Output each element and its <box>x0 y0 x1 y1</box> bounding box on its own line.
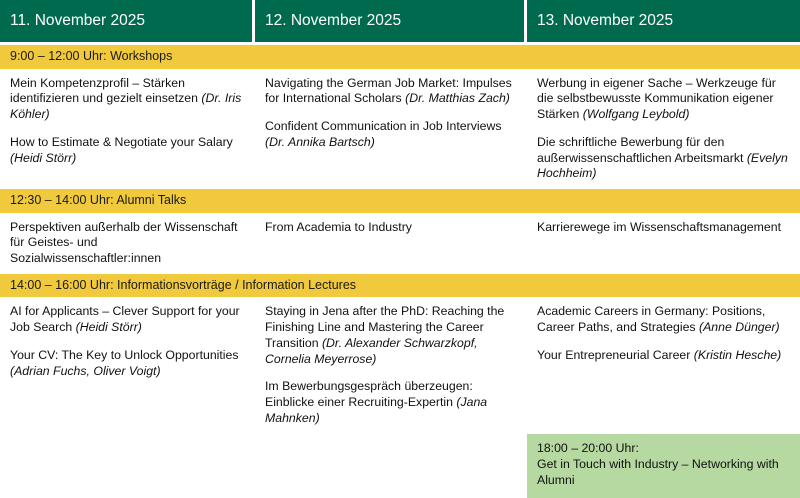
session-item <box>537 135 790 182</box>
session-item <box>537 76 790 123</box>
session-title: Karrierewege im Wissenschaftsmanagement <box>537 219 781 234</box>
session-title: Perspektiven außerhalb der Wissenschaft für Geistes- und Sozialwissenschaftler:innen <box>10 219 238 266</box>
session-speaker: (Dr. Iris Köhler) <box>10 91 242 122</box>
section-row-information-lectures <box>0 297 800 433</box>
session-item <box>10 220 242 267</box>
session-item <box>10 304 242 335</box>
session-item <box>10 348 242 379</box>
section-row-alumni-talks <box>0 213 800 274</box>
networking-time: 18:00 – 20:00 Uhr: <box>537 440 639 455</box>
session-speaker: (Anne Dünger) <box>699 320 780 335</box>
cell-lectures-day3 <box>527 297 800 433</box>
session-title: Werbung in eigener Sache – Werkzeuge für die selbstbewusste Kommunikation eigener Stärken <box>537 75 776 122</box>
session-title: AI for Applicants – Clever Support for your Job Search <box>10 304 240 335</box>
day-header-1-label: 11. November 2025 <box>10 12 145 29</box>
session-title: Mein Kompetenzprofil – Stärken identifizieren und gezielt einsetzen <box>10 75 202 106</box>
session-title: Navigating the German Job Market: Impulses for International Scholars <box>265 75 512 106</box>
session-item <box>537 220 790 236</box>
section-band-workshops <box>0 45 800 69</box>
session-item <box>537 304 790 335</box>
networking-event <box>527 434 800 498</box>
session-title: Staying in Jena after the PhD: Reaching the Finishing Line and Mastering the Career Transition <box>265 304 505 350</box>
session-item <box>10 135 242 166</box>
networking-cell <box>527 434 800 498</box>
cell-lectures-day2 <box>255 297 527 433</box>
day-header-2-label: 12. November 2025 <box>265 12 402 29</box>
networking-row <box>0 434 800 498</box>
day-header-2 <box>255 0 527 42</box>
session-speaker: (Dr. Annika Bartsch) <box>265 134 375 149</box>
cell-workshops-day1 <box>0 69 255 189</box>
session-item <box>265 379 514 426</box>
session-speaker: (Wolfgang Leybold) <box>582 107 690 122</box>
session-item <box>265 220 514 236</box>
cell-workshops-day2 <box>255 69 527 189</box>
day-header-1 <box>0 0 255 42</box>
session-title: Academic Careers in Germany: Positions, Career Paths, and Strategies <box>537 304 766 335</box>
session-title: How to Estimate & Negotiate your Salary <box>10 134 233 149</box>
session-title: Im Bewerbungsgespräch überzeugen: Einblicke einer Recruiting-Expertin <box>265 379 473 410</box>
session-speaker: (Dr. Alexander Schwarzkopf, Cornelia Meyerrose) <box>265 335 478 366</box>
session-title: From Academia to Industry <box>265 219 412 234</box>
session-item <box>10 76 242 123</box>
session-speaker: (Dr. Matthias Zach) <box>405 91 510 106</box>
session-speaker: (Jana Mahnken) <box>265 395 488 425</box>
section-band-information-lectures-label: 14:00 – 16:00 Uhr: Informationsvorträge / Information Lectures <box>10 277 357 292</box>
section-band-alumni-talks-label: 12:30 – 14:00 Uhr: Alumni Talks <box>10 193 187 208</box>
section-row-workshops <box>0 69 800 189</box>
section-band-information-lectures <box>0 274 800 298</box>
spacer-day1 <box>0 434 255 498</box>
cell-lectures-day1 <box>0 297 255 433</box>
session-speaker: (Kristin Hesche) <box>693 347 782 362</box>
session-item <box>537 348 790 364</box>
session-speaker: (Adrian Fuchs, Oliver Voigt) <box>10 363 161 378</box>
day-header-row <box>0 0 800 42</box>
session-title: Die schriftliche Bewerbung für den außerwissenschaftlichen Arbeitsmarkt <box>537 134 747 165</box>
cell-workshops-day3 <box>527 69 800 189</box>
session-title: Confident Communication in Job Interviews <box>265 119 502 134</box>
section-band-workshops-label: 9:00 – 12:00 Uhr: Workshops <box>10 49 173 63</box>
session-title: Your CV: The Key to Unlock Opportunities <box>10 347 239 362</box>
section-band-alumni-talks <box>0 189 800 213</box>
session-speaker: (Evelyn Hochheim) <box>537 150 788 181</box>
session-item <box>265 304 514 367</box>
session-speaker: (Heidi Störr) <box>75 320 142 335</box>
cell-alumni-day2 <box>255 213 527 274</box>
session-item <box>265 119 514 150</box>
cell-alumni-day3 <box>527 213 800 274</box>
session-speaker: (Heidi Störr) <box>10 150 77 165</box>
day-header-3-label: 13. November 2025 <box>537 12 674 29</box>
session-title: Your Entrepreneurial Career <box>537 347 694 362</box>
session-item <box>265 76 514 107</box>
spacer-day2 <box>255 434 527 498</box>
day-header-3 <box>527 0 800 42</box>
cell-alumni-day1 <box>0 213 255 274</box>
networking-title: Get in Touch with Industry – Networking with Alumni <box>537 456 779 487</box>
